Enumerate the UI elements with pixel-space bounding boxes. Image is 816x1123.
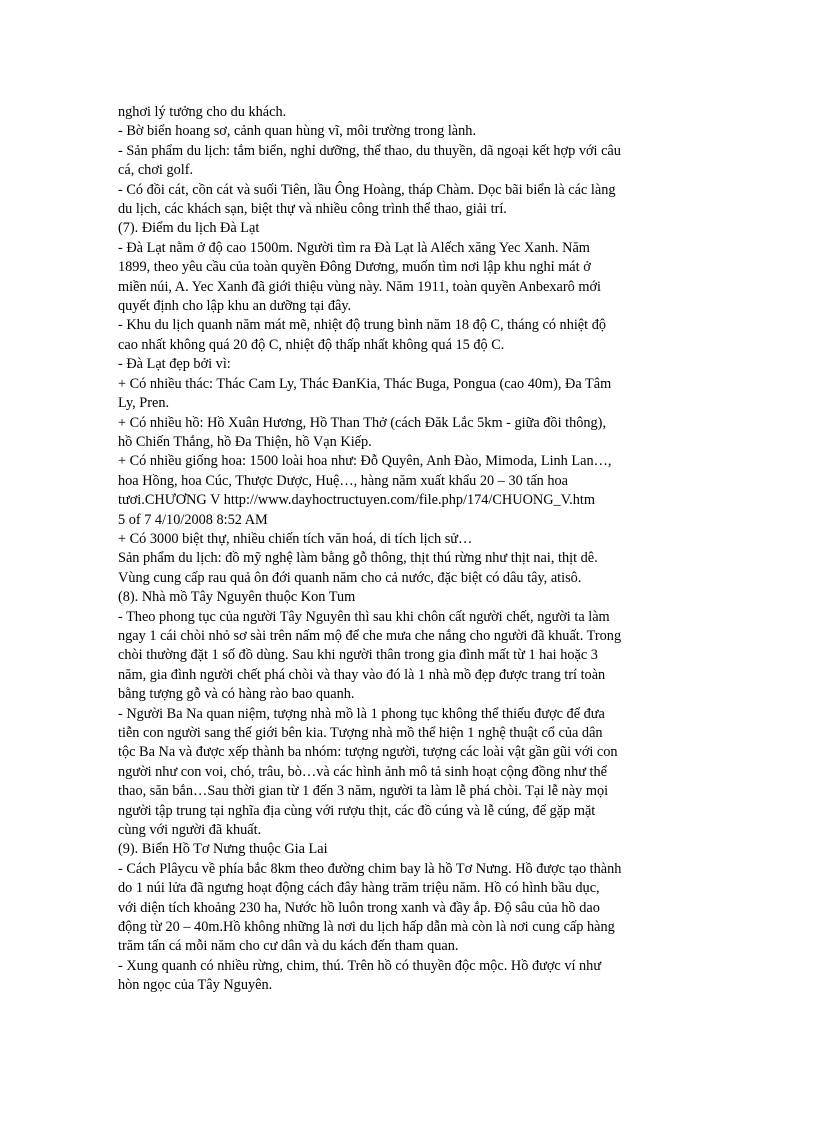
text-line: động từ 20 – 40m.Hồ không những là nơi du lịch hấp dẫn mà còn là nơi cung cấp hàng bbox=[118, 919, 615, 936]
text-line: nghơi lý tưởng cho du khách. bbox=[118, 104, 287, 120]
text-line: - Bờ biển hoang sơ, cảnh quan hùng vĩ, môi trường trong lành. bbox=[118, 123, 477, 140]
document-page bbox=[118, 103, 698, 996]
section-heading: (8). Nhà mồ Tây Nguyên thuộc Kon Tum bbox=[118, 589, 356, 606]
page-footer-info: 5 of 7 4/10/2008 8:52 AM bbox=[118, 511, 268, 528]
text-line: ngay 1 cái chòi nhỏ sơ sài trên nấm mộ để che mưa che nắng cho người đã khuất. Trong bbox=[118, 627, 622, 644]
text-line: hoa Hồng, hoa Cúc, Thược Dược, Huệ…, hàng năm xuất khẩu 20 – 30 tấn hoa bbox=[118, 472, 569, 489]
text-line: - Sản phẩm du lịch: tắm biển, nghỉ dưỡng, thể thao, du thuyền, dã ngoại kết hợp với câu bbox=[118, 142, 621, 159]
text-line: - Xung quanh có nhiều rừng, chim, thú. Trên hồ có thuyền độc mộc. Hồ được ví như bbox=[118, 957, 602, 974]
text-line: cá, chơi golf. bbox=[118, 162, 194, 179]
text-line: tiễn con người sang thế giới bên kia. Tượng nhà mồ thể hiện 1 nghệ thuật cổ của dân bbox=[118, 725, 603, 741]
text-line: - Khu du lịch quanh năm mát mẽ, nhiệt độ trung bình năm 18 độ C, tháng có nhiệt độ bbox=[118, 317, 606, 334]
text-line: người như con voi, chó, trâu, bò…và các hình ảnh mô tả sinh hoạt cộng đồng như thể bbox=[118, 763, 608, 780]
text-line: thao, săn bắn…Sau thời gian từ 1 đến 3 năm, người ta làm lễ phá chòi. Tại lễ này mọi bbox=[118, 783, 609, 800]
text-line: cùng với người đã khuất. bbox=[118, 822, 262, 839]
text-line: - Đà Lạt nằm ở độ cao 1500m. Người tìm ra Đà Lạt là Alếch xăng Yec Xanh. Năm bbox=[118, 239, 590, 256]
text-line: miền núi, A. Yec Xanh đã giới thiệu vùng này. Năm 1911, toàn quyền Anbexarô mới bbox=[118, 278, 602, 295]
text-line: + Có nhiều hồ: Hồ Xuân Hương, Hồ Than Thở (cách Đăk Lắc 5km - giữa đồi thông), bbox=[118, 414, 607, 431]
text-line: - Người Ba Na quan niệm, tượng nhà mồ là 1 phong tục không thể thiếu được để đưa bbox=[118, 705, 605, 722]
section-heading: (9). Biển Hồ Tơ Nưng thuộc Gia Lai bbox=[118, 841, 328, 858]
text-line: - Theo phong tục của người Tây Nguyên thì sau khi chôn cất người chết, người ta làm bbox=[118, 608, 610, 625]
text-line: với diện tích khoảng 230 ha, Nước hồ luôn trong xanh và đầy ắp. Độ sâu của hồ dao bbox=[118, 899, 600, 916]
text-line: du lịch, các khách sạn, biệt thự và nhiều công trình thể thao, giải trí. bbox=[118, 201, 507, 218]
section-heading: (7). Điểm du lịch Đà Lạt bbox=[118, 220, 260, 237]
text-line: bằng tượng gỗ và có hàng rào bao quanh. bbox=[118, 686, 355, 703]
text-line: cao nhất không quá 20 độ C, nhiệt độ thấp nhất không quá 15 độ C. bbox=[118, 336, 505, 353]
text-line: Ly, Pren. bbox=[118, 395, 170, 412]
text-line: - Đà Lạt đẹp bởi vì: bbox=[118, 356, 231, 373]
text-line: năm, gia đình người chết phá chòi và thay vào đó là 1 nhà mồ đẹp được trang trí toàn bbox=[118, 666, 606, 683]
text-line: hồ Chiến Thắng, hồ Đa Thiện, hồ Vạn Kiếp. bbox=[118, 433, 372, 450]
text-line: Sản phẩm du lịch: đồ mỹ nghệ làm bằng gỗ thông, thịt thú rừng như thịt nai, thịt dê. bbox=[118, 550, 598, 567]
text-line: tộc Ba Na và được xếp thành ba nhóm: tượng người, tượng các loài vật gần gũi với con bbox=[118, 744, 618, 761]
text-line: - Có đồi cát, cồn cát và suối Tiên, lầu Ông Hoàng, tháp Chàm. Dọc bãi biển là các làng bbox=[118, 181, 616, 198]
text-line: - Cách Plâycu về phía bắc 8km theo đường chim bay là hồ Tơ Nưng. Hồ được tạo thành bbox=[118, 860, 622, 877]
text-line: trăm tấn cá mỗi năm cho cư dân và du kách đến tham quan. bbox=[118, 938, 459, 955]
page-footer-url: tươi.CHƯƠNG V http://www.dayhoctructuyen.com/file.php/174/CHUONG_V.htm bbox=[118, 492, 595, 509]
text-line: Vùng cung cấp rau quả ôn đới quanh năm cho cả nước, đặc biệt có dâu tây, atisô. bbox=[118, 569, 582, 586]
text-line: do 1 núi lửa đã ngưng hoạt động cách đây hàng trăm triệu năm. Hồ có hình bầu dục, bbox=[118, 880, 600, 897]
text-line: hòn ngọc của Tây Nguyên. bbox=[118, 977, 273, 994]
text-line: + Có nhiều thác: Thác Cam Ly, Thác ĐanKia, Thác Buga, Pongua (cao 40m), Đa Tâm bbox=[118, 375, 612, 392]
text-line: + Có nhiều giống hoa: 1500 loài hoa như: Đỗ Quyên, Anh Đào, Mimoda, Linh Lan…, bbox=[118, 453, 612, 470]
text-line: chòi thường đặt 1 số đồ dùng. Sau khi người thân trong gia đình mất từ 1 hai hoặc 3 bbox=[118, 647, 598, 664]
text-line: 1899, theo yêu cầu của toàn quyền Đông Dương, muốn tìm nơi lập khu nghỉ mát ở bbox=[118, 259, 591, 276]
text-line: quyết định cho lập khu an dưỡng tại đây. bbox=[118, 298, 352, 315]
text-line: người tập trung tại nghĩa địa cùng với rượu thịt, các đồ cúng và lễ cúng, để gặp mặt bbox=[118, 802, 596, 819]
text-line: + Có 3000 biệt thự, nhiều chiến tích văn hoá, di tích lịch sử… bbox=[118, 530, 473, 547]
